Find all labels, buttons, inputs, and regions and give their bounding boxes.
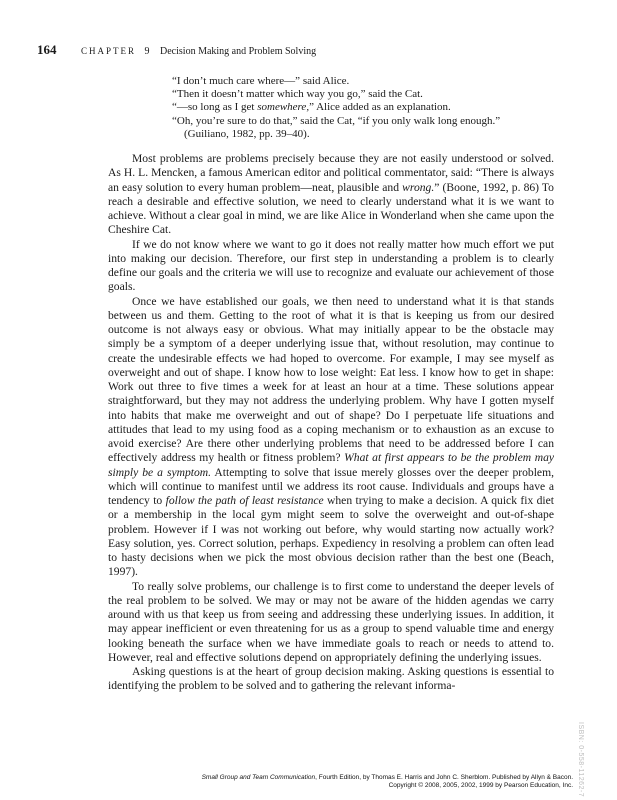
paragraph (108, 152, 554, 238)
isbn-watermark: ISBN: 0-558-11262-7 (577, 722, 584, 798)
paragraph-text: ” (Boone, 1992, p. 86) To reach a desirable and effective solution, we need to clearly understand what it is we want to achieve. Without a clear goal in mind, we are like Alice in Wonderland when she came upon the Cheshire Cat. (108, 180, 554, 237)
chapter-label: CHAPTER (81, 46, 137, 56)
footer-text: , Fourth Edition, by Thomas E. Harris and John C. Sherblom. Published by Allyn & Bacon. (315, 774, 573, 781)
epigraph-line: “I don’t much care where—” said Alice. (172, 75, 350, 87)
epigraph-text: ” Alice added as an explanation. (309, 101, 451, 114)
epigraph-line: “Then it doesn’t matter which way you go,” said the Cat. (172, 88, 423, 101)
page-number: 164 (37, 42, 57, 57)
footer-line (73, 774, 573, 782)
chapter-number: 9 (144, 46, 150, 57)
epigraph-citation: (Guiliano, 1982, pp. 39–40). (184, 127, 310, 140)
epigraph-line: “Oh, you’re sure to do that,” said the Cat, “if you only walk long enough.” (172, 114, 501, 127)
chapter-title: Decision Making and Problem Solving (160, 46, 317, 57)
paragraph: If we do not know where we want to go it does not really matter how much effort we put into making our decision. Therefore, our first step in understanding a problem is to clearly define our goals and the criteria we will use to recognize and evaluate our achievement of those goals. (108, 237, 554, 294)
epigraph-text: “—so long as I get (172, 101, 258, 114)
body-text (108, 152, 554, 694)
emphasis: wrong. (402, 180, 435, 194)
copyright-footer (73, 774, 573, 790)
emphasis: What at first appears to be the problem may simply be a symptom. (108, 451, 555, 479)
emphasis: follow the path of least resistance (165, 494, 324, 507)
epigraph-emphasis: somewhere, (257, 101, 310, 114)
epigraph-line (172, 101, 552, 114)
paragraph: Asking questions is at the heart of group decision making. Asking questions is essential to identifying the problem to be solved and to gathering the relevant informa- (108, 665, 554, 693)
epigraph (172, 75, 552, 141)
paragraph-text: Once we have established our goals, we then need to understand what it is that stands between us and them. Getting to the root of what it is that is keeping us from our desired outcome is not always easy or obvious. What may initially appear to be the obstacle may simply be a symptom of a deeper underlying issue that, without resolution, may continue to create the undesirable effects we had hoped to overcome. For example, I may see myself as overweight and out of shape. I know how to lose weight: Eat less. I know how to get in shape: Work out three to five times a week for at least an hour at a time. These solutions appear straightforward, but they may not address the underlying problem. Why have I gotten myself into habits that make me overweight and out of shape? Do I perpetuate life situations and attitudes that lead to my using food as a coping mechanism or to exhaustion as an excuse to avoid exercise? Are there other underlying problems that need to be addressed before I can effectively address my health or fitness problem? (108, 294, 554, 465)
running-head (37, 42, 577, 58)
paragraph (108, 295, 554, 580)
paragraph: To really solve problems, our challenge is to first come to understand the deeper levels of the real problem to be solved. We may or may not be aware of the hidden agendas we carry around with us that keep us from seeing and addressing these underlying issues. In addition, it may appear inefficient or even threatening for us as a group to spend valuable time and energy looking beneath the surface when we have immediate goals to reach or needs to attend to. However, real and effective solutions depend on appropriately defining the underlying issues. (108, 579, 554, 664)
footer-line: Copyright © 2008, 2005, 2002, 1999 by Pearson Education, Inc. (388, 782, 573, 789)
paragraph-text: Attempting to solve that issue merely glosses over the deeper problem, which will continue to manifest until we address its root cause. Individuals and groups have a tendency to (108, 465, 554, 507)
book-title: Small Group and Team Communication (201, 774, 316, 781)
paragraph-text: when trying to make a decision. A quick fix diet or a membership in the local gym might seem to solve the overweight and out-of-shape problem. However if I was not working out before, why would starting now actually work? Easy solution, yes. Correct solution, perhaps. Expediency in resolving a problem can often lead to hasty decisions when we pick the most obvious decision rather than the best one (Beach, 1997). (108, 494, 554, 579)
paragraph-text: Most problems are problems precisely because they are not easily understood or solved. As H. L. Mencken, a famous American editor and political commentator, said: “There is always an easy solution to every human problem—neat, plausible and (108, 152, 554, 194)
